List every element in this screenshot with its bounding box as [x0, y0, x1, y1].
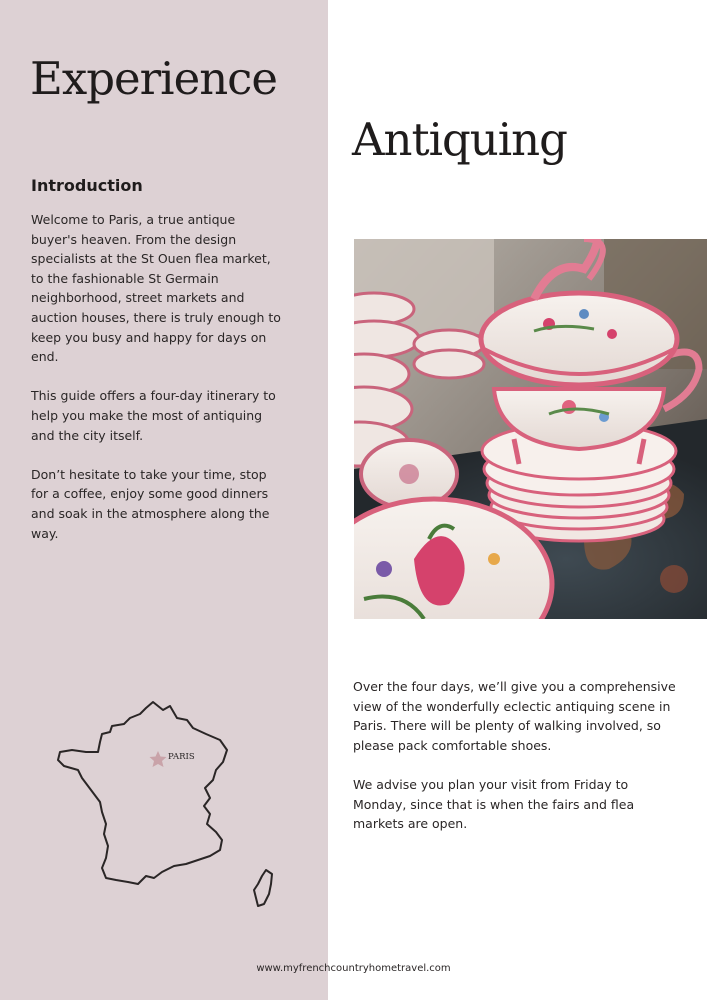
page-title-experience: Experience — [30, 52, 278, 105]
intro-text — [31, 210, 281, 563]
footer-url: www.myfrenchcountryhometravel.com — [256, 963, 451, 974]
france-map — [50, 690, 280, 915]
intro-heading: Introduction — [31, 176, 143, 195]
corsica-outline — [254, 870, 272, 906]
star-icon — [150, 751, 167, 767]
right-paragraph: We advise you plan your visit from Friday to Monday, since that is when the fairs and flea markets are open. — [353, 776, 635, 832]
intro-paragraph: This guide offers a four-day itinerary to help you make the most of antiquing and the city itself. — [31, 388, 276, 443]
intro-paragraph: Don’t hesitate to take your time, stop for a coffee, enjoy some good dinners and soak in the atmosphere along the way. — [31, 466, 270, 541]
page-title-antiquing: Antiquing — [352, 113, 567, 166]
france-outline — [58, 702, 227, 884]
map-label-paris: PARIS — [168, 752, 195, 762]
antique-tureen-photo — [354, 239, 707, 619]
right-column-text — [353, 677, 683, 853]
right-paragraph: Over the four days, we’ll give you a comprehensive view of the wonderfully eclectic antiquing scene in Paris. There will be plenty of walking involved, so please pack comfortable shoes. — [353, 679, 676, 753]
intro-paragraph: Welcome to Paris, a true antique buyer's heaven. From the design specialists at the St Ouen flea market, to the fashionable St Germain neighborhood, street markets and auction houses, there is truly enough to keep you busy and happy for days on end. — [31, 212, 281, 365]
